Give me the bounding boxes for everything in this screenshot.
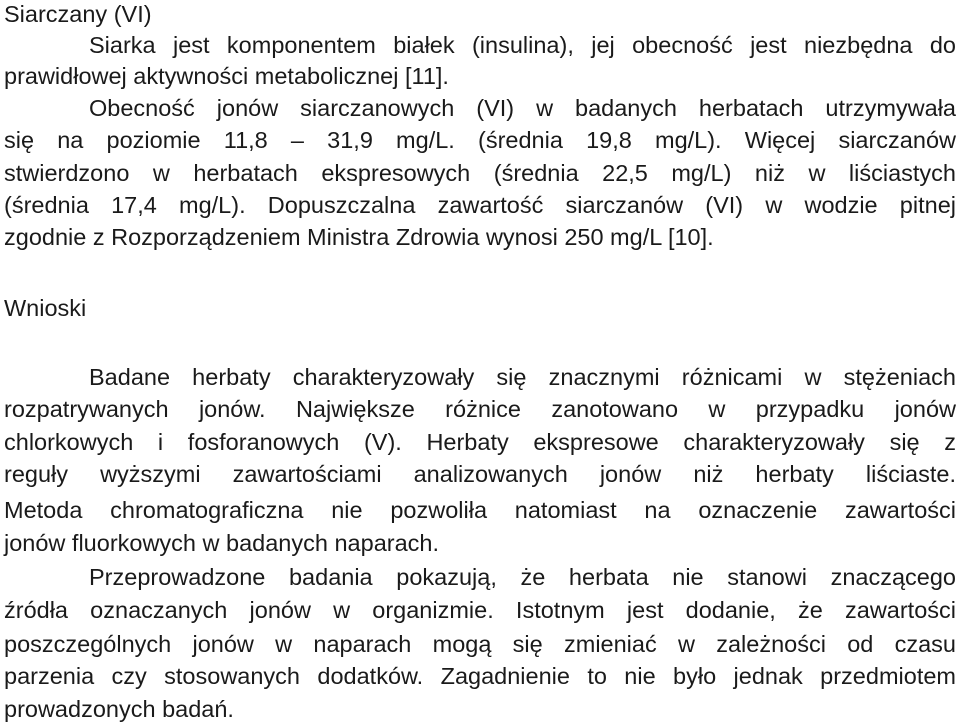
paragraph-line: źródła oznaczanych jonów w organizmie. Istotnym jest dodanie, że zawartości (4, 597, 956, 623)
section-heading-conclusions: Wnioski (4, 295, 87, 321)
paragraph-line: poszczególnych jonów w naparach mogą się zmieniać w zależności od czasu (4, 631, 956, 657)
paragraph-line: jonów fluorkowych w badanych naparach. (4, 530, 440, 556)
paragraph-line: rozpatrywanych jonów. Największe różnice zanotowano w przypadku jonów (4, 396, 956, 422)
paragraph-line: prowadzonych badań. (4, 696, 234, 722)
paragraph-line: parzenia czy stosowanych dodatków. Zagadnienie to nie było jednak przedmiotem (4, 663, 956, 689)
paragraph-line: Metoda chromatograficzna nie pozwoliła natomiast na oznaczenie zawartości (4, 497, 956, 523)
paragraph-line: prawidłowej aktywności metabolicznej [11]. (4, 63, 449, 89)
paragraph-line: stwierdzono w herbatach ekspresowych (średnia 22,5 mg/L) niż w liściastych (4, 160, 956, 186)
paragraph-line: Badane herbaty charakteryzowały się znacznymi różnicami w stężeniach (89, 364, 956, 390)
paragraph-line: Obecność jonów siarczanowych (VI) w badanych herbatach utrzymywała (89, 95, 956, 121)
paragraph-line: zgodnie z Rozporządzeniem Ministra Zdrowia wynosi 250 mg/L [10]. (4, 224, 714, 250)
paragraph-line: się na poziomie 11,8 – 31,9 mg/L. (średnia 19,8 mg/L). Więcej siarczanów (4, 127, 956, 153)
paragraph-line: Siarka jest komponentem białek (insulina), jej obecność jest niezbędna do (89, 32, 956, 58)
section-heading-sulfates: Siarczany (VI) (4, 1, 152, 27)
paragraph-line: Przeprowadzone badania pokazują, że herbata nie stanowi znaczącego (89, 564, 956, 590)
paragraph-line: (średnia 17,4 mg/L). Dopuszczalna zawartość siarczanów (VI) w wodzie pitnej (4, 192, 956, 218)
paragraph-line: reguły wyższymi zawartościami analizowanych jonów niż herbaty liściaste. (4, 461, 956, 487)
paragraph-line: chlorkowych i fosforanowych (V). Herbaty ekspresowe charakteryzowały się z (4, 429, 956, 455)
